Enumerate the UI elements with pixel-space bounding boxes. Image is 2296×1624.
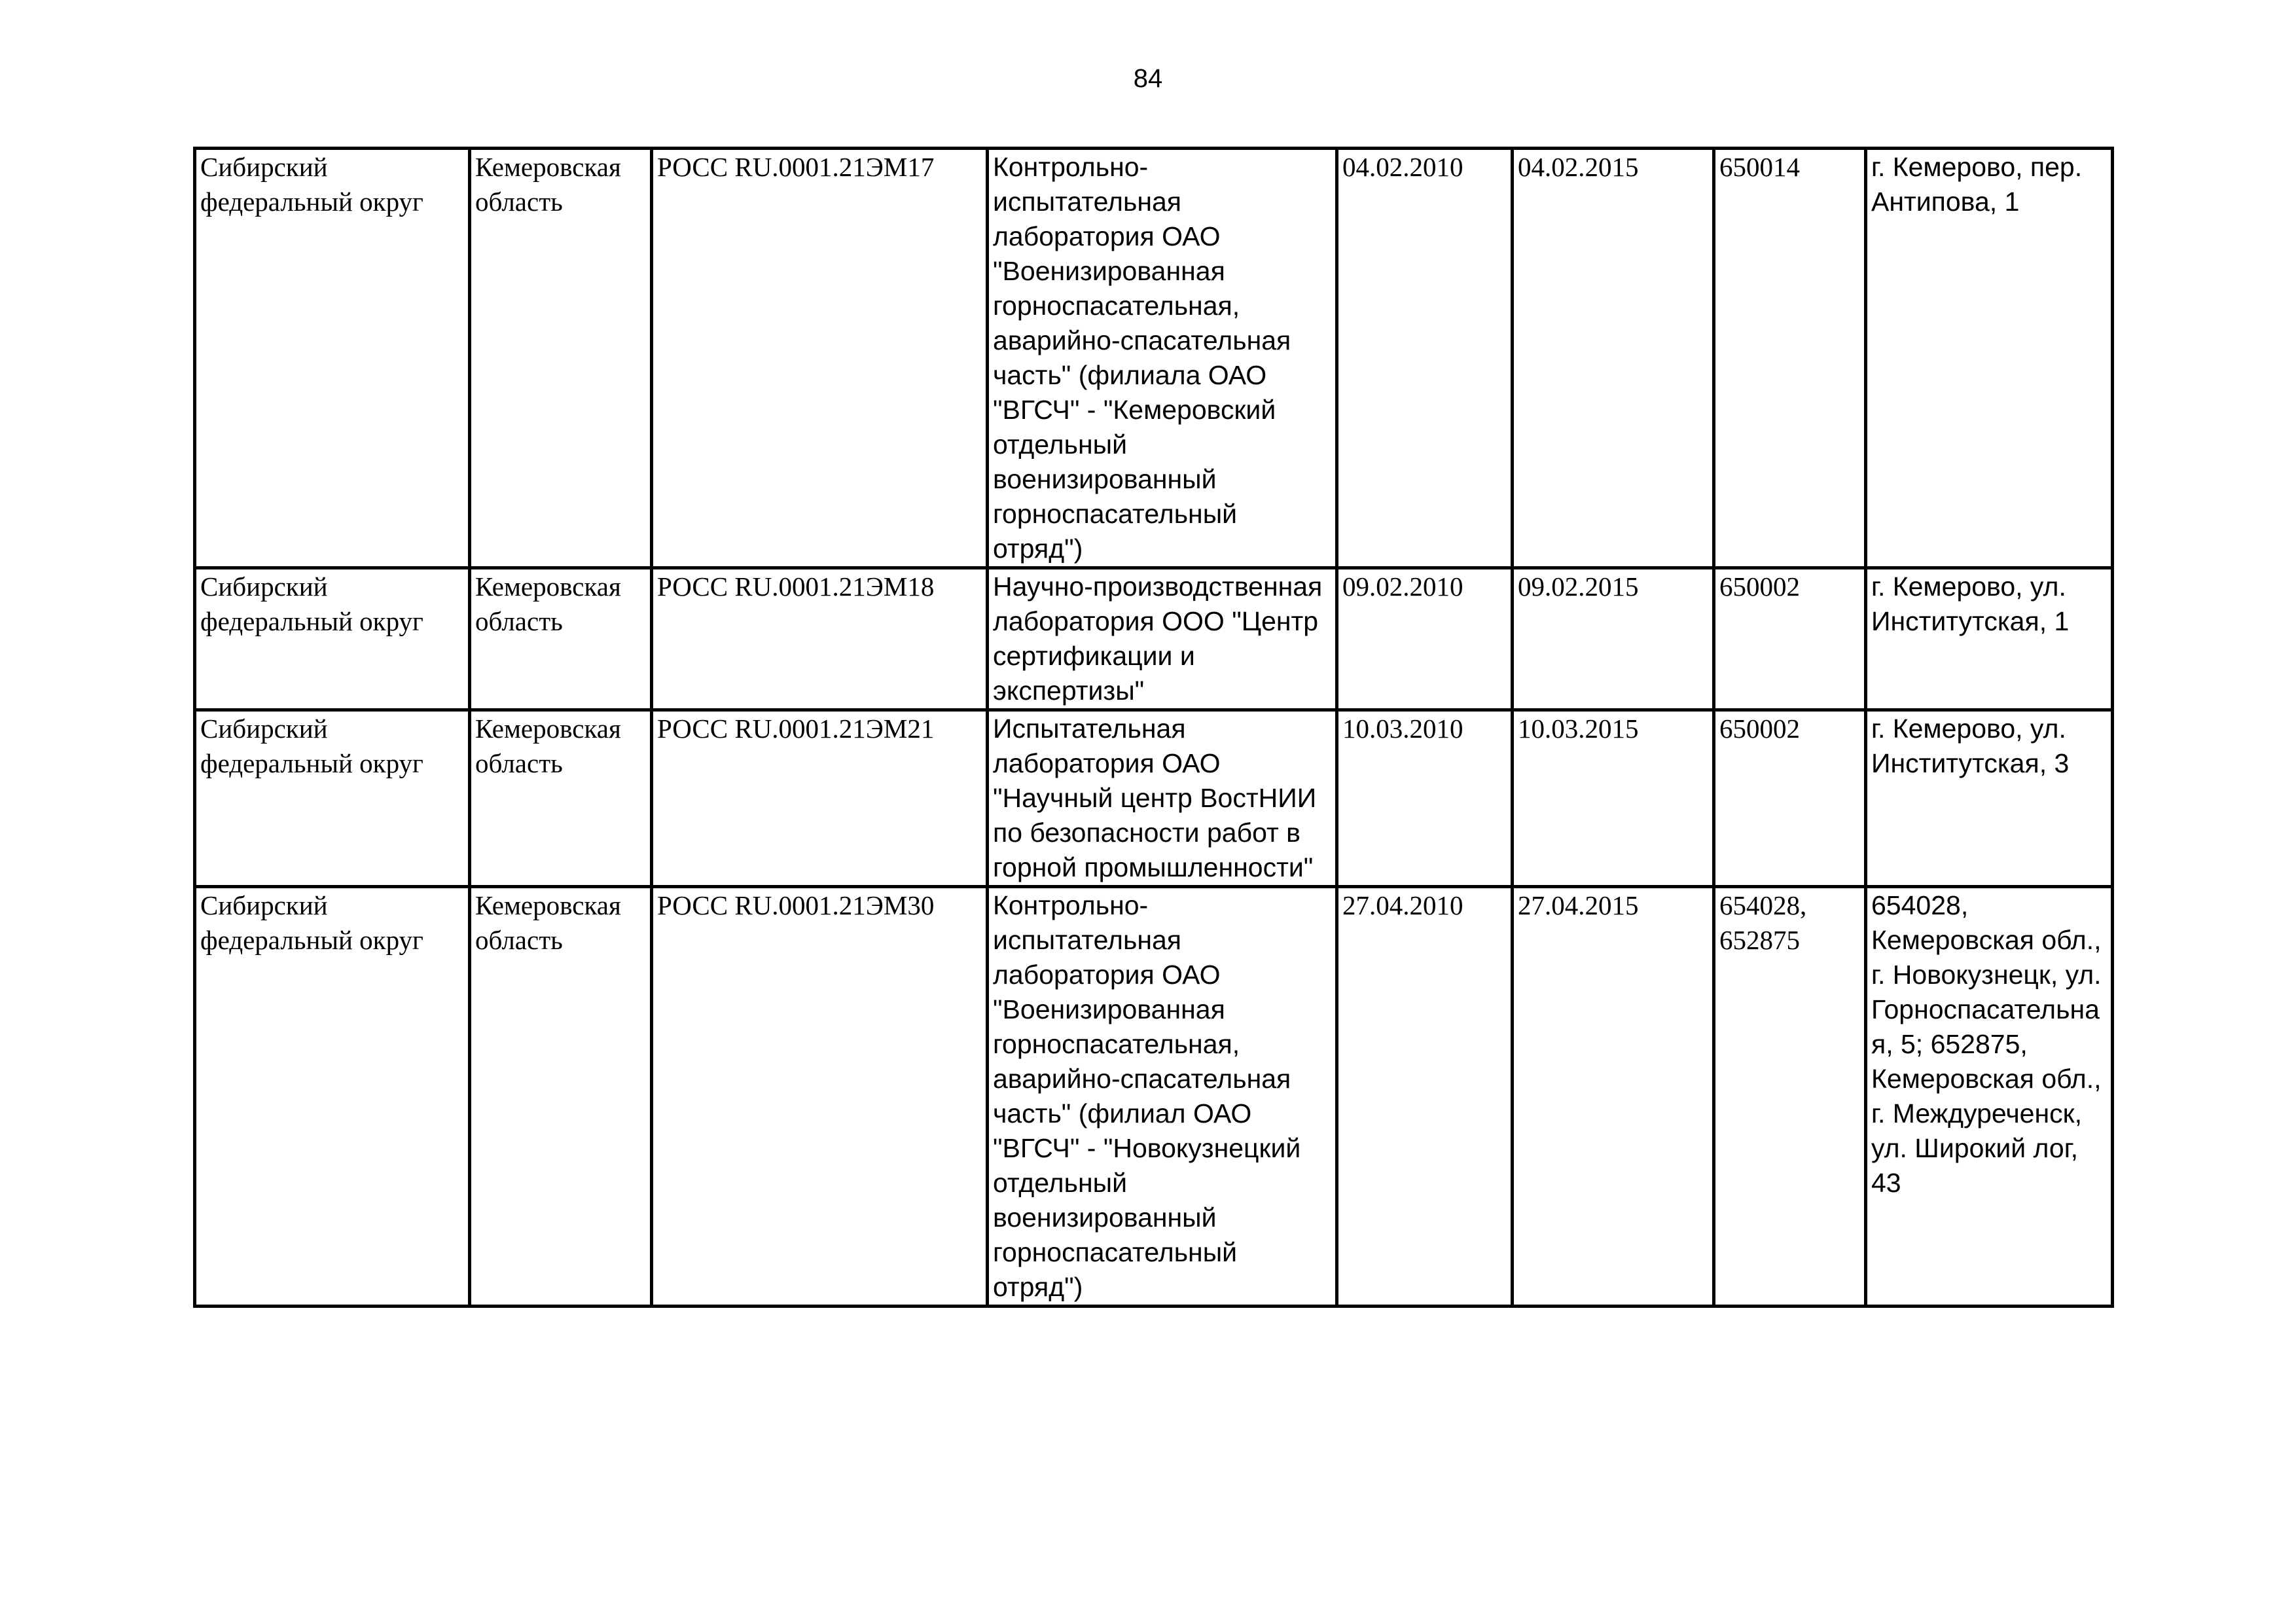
certificate-number-cell: РОСС RU.0001.21ЭМ18 [652, 568, 988, 710]
date-from-cell: 04.02.2010 [1337, 149, 1513, 568]
address-cell: г. Кемерово, пер. Антипова, 1 [1866, 149, 2113, 568]
certificate-number-cell: РОСС RU.0001.21ЭМ17 [652, 149, 988, 568]
laboratory-name-cell: Научно-производственная лаборатория ООО "Центр сертификации и экспертизы" [988, 568, 1337, 710]
date-from-cell: 10.03.2010 [1337, 710, 1513, 887]
date-to-cell: 10.03.2015 [1513, 710, 1714, 887]
laboratory-name-cell: Контрольно-испытательная лаборатория ОАО "Военизированная горноспасательная, аварийно-спасательная часть" (филиал ОАО "ВГСЧ" - "Новокузнецкий отдельный военизированный горноспасательный отряд") [988, 887, 1337, 1307]
date-from-cell: 27.04.2010 [1337, 887, 1513, 1307]
table-row [195, 710, 2113, 887]
address-cell: г. Кемерово, ул. Институтская, 3 [1866, 710, 2113, 887]
table-row [195, 568, 2113, 710]
date-from-cell: 09.02.2010 [1337, 568, 1513, 710]
page-number: 84 [1133, 64, 1163, 93]
address-cell: г. Кемерово, ул. Институтская, 1 [1866, 568, 2113, 710]
date-to-cell: 27.04.2015 [1513, 887, 1714, 1307]
date-to-cell: 04.02.2015 [1513, 149, 1714, 568]
region-cell: Кемеровская область [470, 710, 652, 887]
region-cell: Кемеровская область [470, 887, 652, 1307]
postcode-cell: 650002 [1714, 710, 1866, 887]
postcode-cell: 650014 [1714, 149, 1866, 568]
region-cell: Кемеровская область [470, 149, 652, 568]
certificate-number-cell: РОСС RU.0001.21ЭМ30 [652, 887, 988, 1307]
postcode-cell: 654028, 652875 [1714, 887, 1866, 1307]
laboratory-name-cell: Контрольно-испытательная лаборатория ОАО "Военизированная горноспасательная, аварийно-спасательная часть" (филиала ОАО "ВГСЧ" - "Кемеровский отдельный военизированный горноспасательный отряд") [988, 149, 1337, 568]
district-cell: Сибирский федеральный округ [195, 710, 470, 887]
date-to-cell: 09.02.2015 [1513, 568, 1714, 710]
address-cell: 654028, Кемеровская обл., г. Новокузнецк, ул. Горноспасательная, 5; 652875, Кемеровская обл., г. Междуреченск, ул. Широкий лог, 43 [1866, 887, 2113, 1307]
district-cell: Сибирский федеральный округ [195, 568, 470, 710]
district-cell: Сибирский федеральный округ [195, 149, 470, 568]
region-cell: Кемеровская область [470, 568, 652, 710]
table-row [195, 887, 2113, 1307]
laboratory-name-cell: Испытательная лаборатория ОАО "Научный центр ВостНИИ по безопасности работ в горной промышленности" [988, 710, 1337, 887]
table-row [195, 149, 2113, 568]
postcode-cell: 650002 [1714, 568, 1866, 710]
laboratory-registry-table [193, 147, 2114, 1308]
district-cell: Сибирский федеральный округ [195, 887, 470, 1307]
certificate-number-cell: РОСС RU.0001.21ЭМ21 [652, 710, 988, 887]
